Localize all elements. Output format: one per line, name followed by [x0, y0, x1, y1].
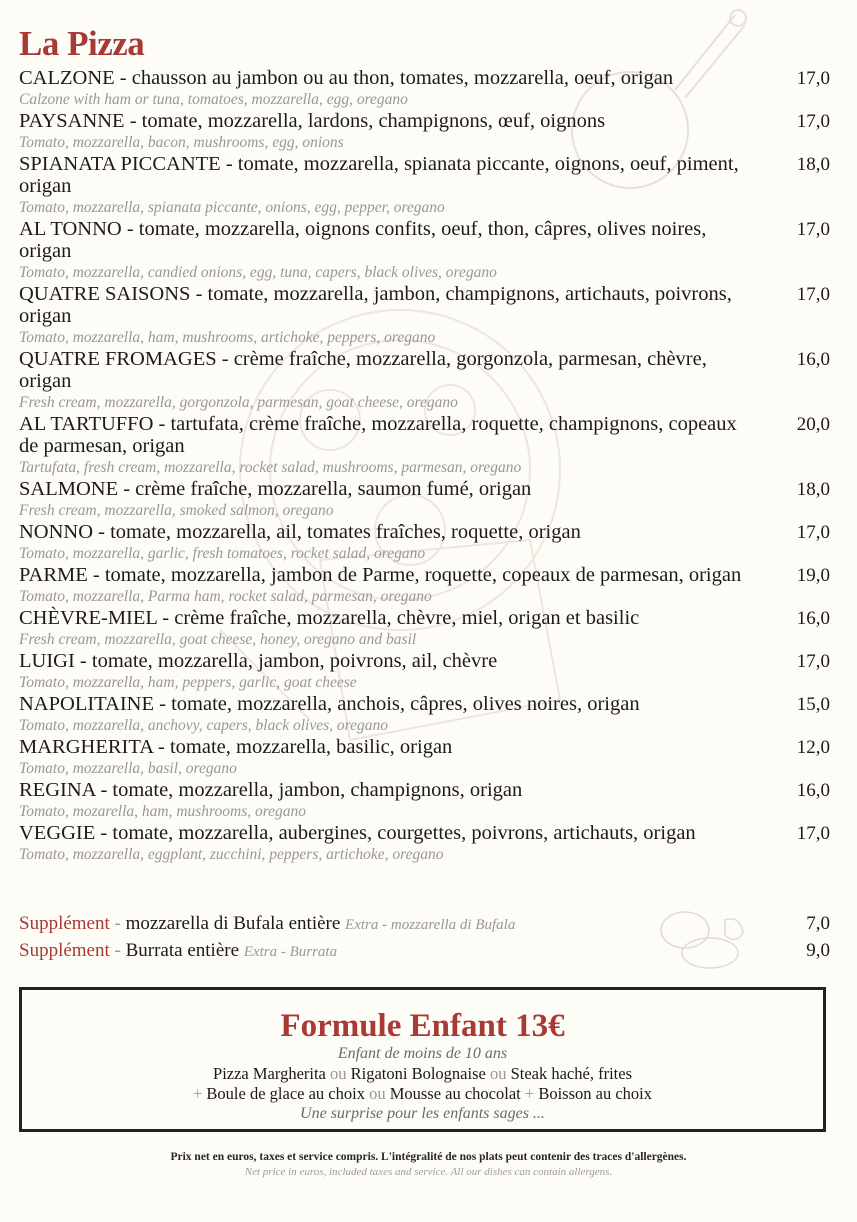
item-name: AL TARTUFFO	[19, 413, 154, 435]
menu-item	[19, 564, 832, 607]
item-description-en: Tomato, mozzarella, eggplant, zucchini, peppers, artichoke, oregano	[19, 846, 444, 863]
item-name: CHÈVRE-MIEL	[19, 607, 158, 629]
item-description-fr	[19, 822, 749, 844]
separator: -	[124, 110, 142, 132]
supplement-price: 9,0	[806, 940, 830, 961]
menu-item	[19, 413, 832, 478]
item-price: 17,0	[796, 522, 830, 543]
menu-item	[19, 736, 832, 779]
item-description-fr	[19, 283, 749, 327]
menu-item	[19, 607, 832, 650]
separator: -	[87, 564, 105, 586]
item-description-fr	[19, 110, 749, 132]
menu-item	[19, 822, 832, 865]
separator: -	[220, 153, 238, 175]
option-drink: Boisson au choix	[538, 1084, 652, 1103]
option-pizza: Pizza Margherita	[213, 1064, 326, 1083]
menu-item	[19, 110, 832, 153]
item-description-en: Tomato, mozzarella, ham, peppers, garlic, goat cheese	[19, 674, 357, 691]
footer	[0, 1150, 857, 1180]
item-name: SALMONE	[19, 478, 119, 500]
separator: -	[118, 478, 136, 500]
item-description-en: Fresh cream, mozzarella, goat cheese, honey, oregano and basil	[19, 631, 417, 648]
footer-note-en: Net price in euros, included taxes and service. All our dishes can contain allergens.	[244, 1166, 613, 1178]
item-description-en: Tomato, mozarella, ham, mushrooms, oregano	[19, 803, 307, 820]
menu-item	[19, 779, 832, 822]
kids-menu-extras	[22, 1084, 823, 1104]
item-price: 18,0	[796, 479, 830, 500]
item-description-fr	[19, 607, 749, 629]
item-description-fr	[19, 153, 749, 197]
item-name: LUIGI	[19, 650, 75, 672]
supplement-list	[19, 912, 832, 966]
kids-menu-subtitle: Enfant de moins de 10 ans	[337, 1045, 508, 1062]
item-ingredients: tomate, mozzarella, oignons confits, oeuf, thon, câpres, olives noires, origan	[19, 218, 707, 262]
option-mousse: Mousse au chocolat	[389, 1084, 521, 1103]
supplement-name: mozzarella di Bufala entière	[125, 913, 341, 934]
separator: -	[109, 913, 126, 934]
item-name: NONNO	[19, 521, 94, 543]
supplement-label: Supplément	[19, 940, 110, 961]
separator: -	[109, 940, 126, 961]
item-price: 17,0	[796, 823, 830, 844]
option-ice-cream: Boule de glace au choix	[206, 1084, 365, 1103]
item-description-en: Fresh cream, mozzarella, gorgonzola, parmesan, goat cheese, oregano	[19, 394, 458, 411]
item-description-en: Tomato, mozzarella, Parma ham, rocket salad, parmesan, oregano	[19, 588, 432, 605]
item-price: 12,0	[796, 737, 830, 758]
plus-sign: +	[524, 1084, 535, 1103]
pizza-list	[19, 67, 832, 865]
kids-menu-title: Formule Enfant 13€	[280, 1008, 565, 1044]
item-ingredients: tomate, mozzarella, jambon, champignons, artichauts, poivrons, origan	[19, 283, 732, 327]
item-description-en: Tomato, mozzarella, bacon, mushrooms, egg, onions	[19, 134, 344, 151]
menu-item	[19, 348, 832, 413]
item-ingredients: tomate, mozzarella, spianata piccante, oignons, oeuf, piment, origan	[19, 153, 739, 197]
item-description-fr	[19, 650, 749, 672]
item-name: QUATRE SAISONS	[19, 283, 191, 305]
item-ingredients: crème fraîche, mozzarella, saumon fumé, origan	[135, 478, 532, 500]
item-price: 20,0	[796, 414, 830, 435]
item-name: NAPOLITAINE	[19, 693, 155, 715]
item-description-en: Tomato, mozzarella, ham, mushrooms, artichoke, peppers, oregano	[19, 329, 436, 346]
option-rigatoni: Rigatoni Bolognaise	[350, 1064, 486, 1083]
separator: -	[153, 413, 171, 435]
item-name: QUATRE FROMAGES	[19, 348, 217, 370]
item-price: 17,0	[796, 68, 830, 89]
item-description-fr	[19, 67, 749, 89]
item-description-fr	[19, 736, 749, 758]
item-ingredients: tomate, mozzarella, anchois, câpres, olives noires, origan	[171, 693, 640, 715]
item-price: 16,0	[796, 608, 830, 629]
item-name: AL TONNO	[19, 218, 122, 240]
kids-menu-mains	[22, 1064, 823, 1084]
separator: -	[95, 779, 113, 801]
separator: -	[216, 348, 234, 370]
item-description-en: Tomato, mozzarella, candied onions, egg, tuna, capers, black olives, oregano	[19, 264, 497, 281]
item-ingredients: tomate, mozzarella, ail, tomates fraîches, roquette, origan	[110, 521, 581, 543]
separator: -	[74, 650, 92, 672]
item-ingredients: chausson au jambon ou au thon, tomates, mozzarella, oeuf, origan	[131, 67, 674, 89]
item-price: 18,0	[796, 154, 830, 175]
supplement-label: Supplément	[19, 913, 110, 934]
item-price: 17,0	[796, 284, 830, 305]
separator: -	[157, 607, 175, 629]
item-price: 17,0	[796, 219, 830, 240]
item-description-en: Tartufata, fresh cream, mozzarella, rocket salad, mushrooms, parmesan, oregano	[19, 459, 522, 476]
menu-item	[19, 283, 832, 348]
menu-item	[19, 650, 832, 693]
or-word: ou	[369, 1084, 386, 1103]
item-description-fr	[19, 779, 749, 801]
item-price: 15,0	[796, 694, 830, 715]
separator: -	[114, 67, 132, 89]
item-name: CALZONE	[19, 67, 115, 89]
item-description-en: Tomato, mozzarella, basil, oregano	[19, 760, 237, 777]
item-description-en: Tomato, mozzarella, spianata piccante, onions, egg, pepper, oregano	[19, 199, 445, 216]
item-description-en: Calzone with ham or tuna, tomatoes, mozzarella, egg, oregano	[19, 91, 408, 108]
separator: -	[152, 736, 170, 758]
item-price: 17,0	[796, 651, 830, 672]
kids-menu-box	[19, 987, 826, 1132]
supplement-english: Extra - mozzarella di Bufala	[345, 917, 516, 933]
footer-note-fr: Prix net en euros, taxes et service compris. L'intégralité de nos plats peut contenir des traces d'allergènes.	[170, 1151, 687, 1163]
item-description-fr	[19, 478, 749, 500]
item-ingredients: crème fraîche, mozzarella, gorgonzola, parmesan, chèvre, origan	[19, 348, 707, 392]
plus-sign: +	[192, 1084, 203, 1103]
item-ingredients: tomate, mozzarella, jambon, poivrons, ail, chèvre	[91, 650, 498, 672]
or-word: ou	[489, 1064, 507, 1083]
item-description-fr	[19, 521, 749, 543]
section-title: La Pizza	[19, 24, 145, 63]
separator: -	[154, 693, 172, 715]
item-ingredients: tomate, mozzarella, basilic, origan	[169, 736, 453, 758]
item-name: PAYSANNE	[19, 110, 125, 132]
item-ingredients: crème fraîche, mozzarella, chèvre, miel, origan et basilic	[174, 607, 640, 629]
supplement-item	[19, 912, 832, 939]
separator: -	[93, 521, 111, 543]
item-description-fr	[19, 413, 749, 457]
menu-item	[19, 478, 832, 521]
item-description-en: Tomato, mozzarella, anchovy, capers, black olives, oregano	[19, 717, 388, 734]
item-name: SPIANATA PICCANTE	[19, 153, 221, 175]
item-name: VEGGIE	[19, 822, 96, 844]
item-name: MARGHERITA	[19, 736, 153, 758]
item-ingredients: tartufata, crème fraîche, mozzarella, roquette, champignons, copeaux de parmesan, origan	[19, 413, 737, 457]
supplement-name: Burrata entière	[125, 940, 240, 961]
item-description-fr	[19, 348, 749, 392]
item-description-fr	[19, 693, 749, 715]
supplement-item	[19, 939, 832, 966]
item-price: 16,0	[796, 349, 830, 370]
item-ingredients: tomate, mozzarella, jambon de Parme, roquette, copeaux de parmesan, origan	[104, 564, 742, 586]
item-ingredients: tomate, mozzarella, jambon, champignons, origan	[112, 779, 523, 801]
item-description-fr	[19, 218, 749, 262]
item-ingredients: tomate, mozzarella, lardons, champignons, œuf, oignons	[141, 110, 606, 132]
item-name: PARME	[19, 564, 88, 586]
item-ingredients: tomate, mozzarella, aubergines, courgettes, poivrons, artichauts, origan	[112, 822, 696, 844]
supplement-price: 7,0	[806, 913, 830, 934]
item-description-fr	[19, 564, 749, 586]
menu-item	[19, 218, 832, 283]
item-description-en: Tomato, mozzarella, garlic, fresh tomatoes, rocket salad, oregano	[19, 545, 426, 562]
menu-item	[19, 67, 832, 110]
supplement-english: Extra - Burrata	[243, 944, 338, 960]
menu-item	[19, 693, 832, 736]
item-name: REGINA	[19, 779, 96, 801]
separator: -	[190, 283, 208, 305]
separator: -	[95, 822, 113, 844]
item-price: 17,0	[796, 111, 830, 132]
kids-menu-tagline: Une surprise pour les enfants sages ...	[300, 1105, 545, 1122]
menu-item	[19, 521, 832, 564]
item-description-en: Fresh cream, mozzarella, smoked salmon, oregano	[19, 502, 334, 519]
option-steak: Steak haché, frites	[510, 1064, 632, 1083]
item-price: 19,0	[796, 565, 830, 586]
item-price: 16,0	[796, 780, 830, 801]
menu-item	[19, 153, 832, 218]
or-word: ou	[330, 1064, 347, 1083]
separator: -	[121, 218, 139, 240]
